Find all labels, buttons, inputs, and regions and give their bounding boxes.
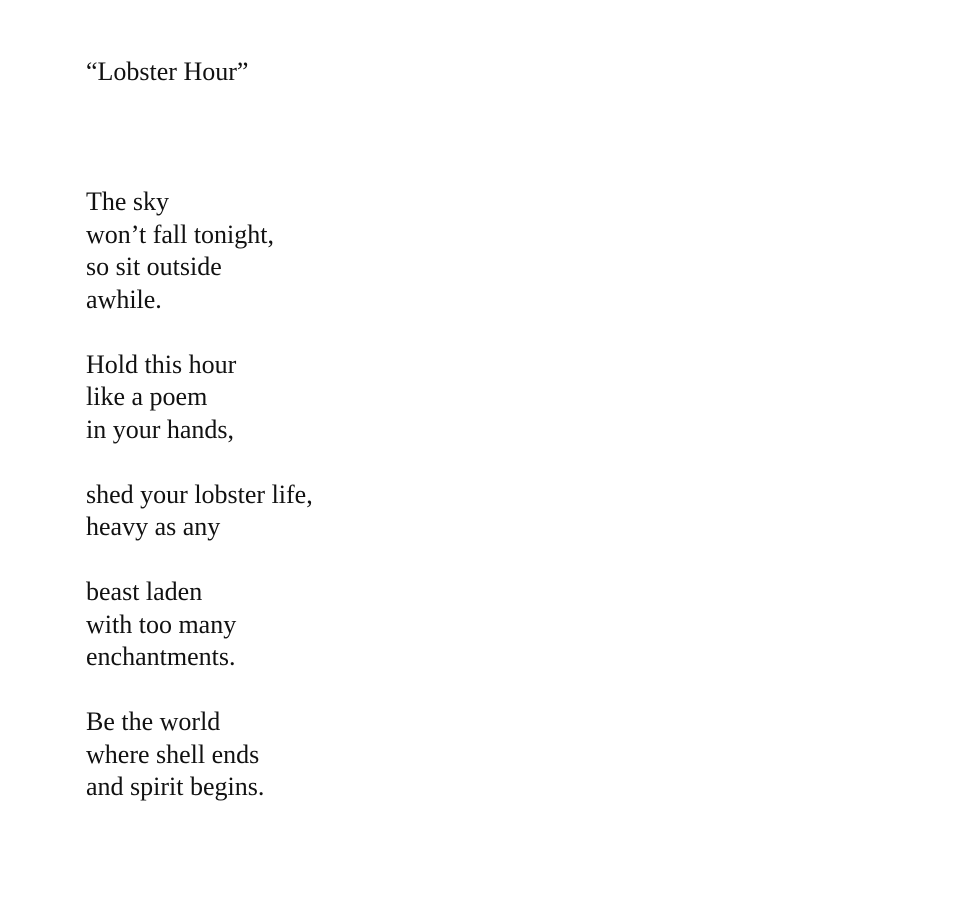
- poem-line: where shell ends: [86, 739, 260, 769]
- poem-body: [86, 186, 313, 804]
- poem-line: with too many: [86, 609, 237, 639]
- poem-line: The sky: [86, 187, 170, 216]
- stanza-2: [86, 349, 313, 447]
- poem-line: enchantments.: [86, 642, 236, 671]
- poem-line: awhile.: [86, 284, 162, 314]
- poem-line: and spirit begins.: [86, 772, 265, 801]
- poem-line: Be the world: [86, 707, 221, 736]
- poem-line: like a poem: [86, 382, 208, 411]
- poem-line: in your hands,: [86, 414, 235, 444]
- poem-line: won’t fall tonight,: [86, 219, 275, 249]
- stanza-1: [86, 186, 313, 316]
- stanza-4: [86, 576, 313, 674]
- poem-title: “Lobster Hour”: [86, 57, 249, 86]
- poem-line: so sit outside: [86, 252, 222, 281]
- poem-line: shed your lobster life,: [86, 479, 313, 509]
- stanza-3: [86, 479, 313, 544]
- poem-line: heavy as any: [86, 512, 221, 541]
- stanza-5: [86, 706, 313, 804]
- poem-line: Hold this hour: [86, 349, 237, 379]
- poem-line: beast laden: [86, 577, 203, 606]
